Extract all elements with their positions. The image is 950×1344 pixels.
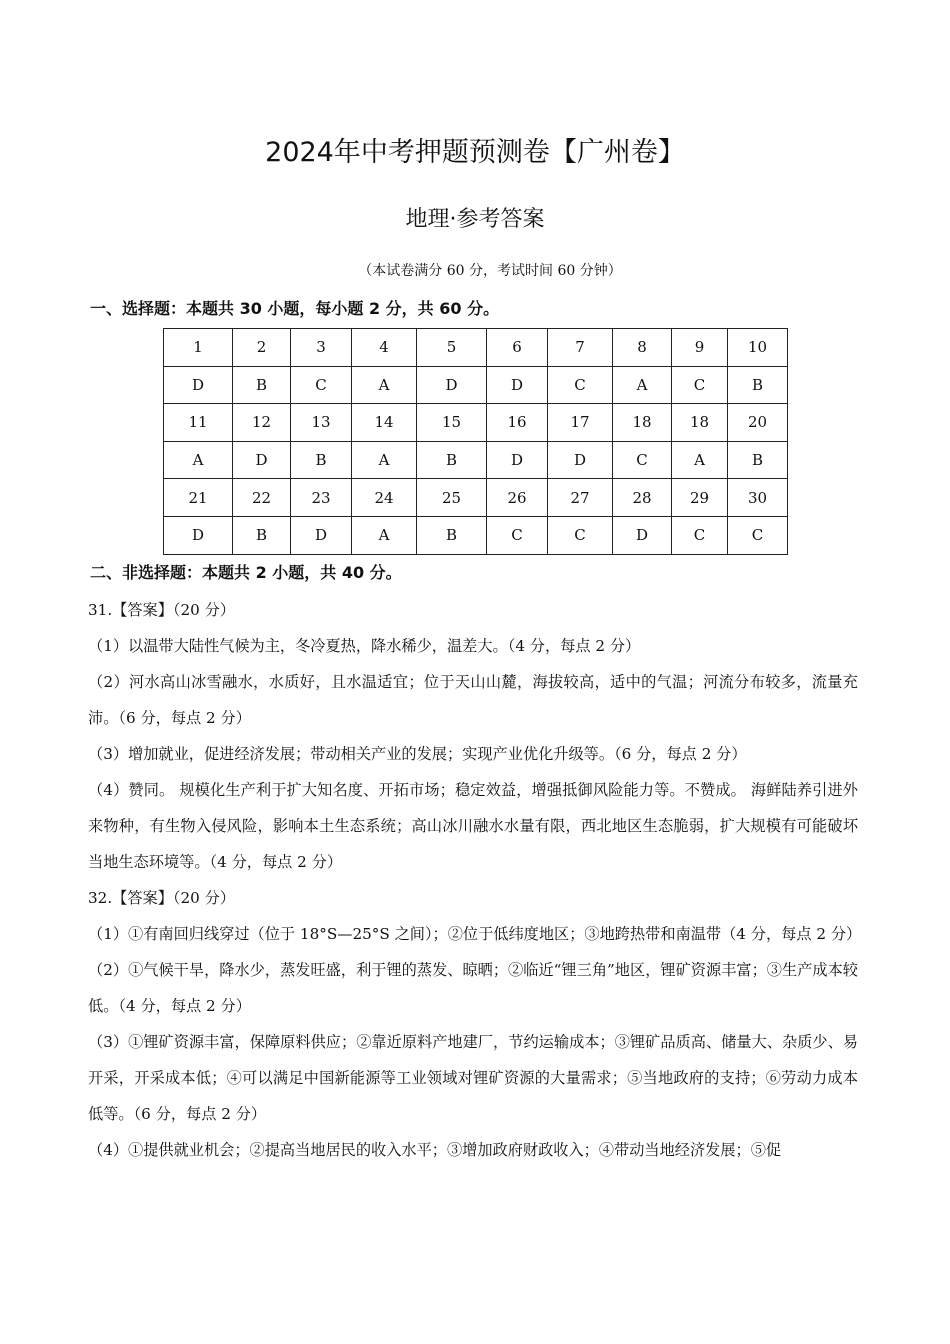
question-number-cell: 10 xyxy=(728,329,788,367)
answer-cell: D xyxy=(487,366,548,404)
q31-heading: 31.【答案】（20 分） xyxy=(88,601,236,619)
answer-cell: A xyxy=(352,441,417,479)
question-number-cell: 30 xyxy=(728,479,788,517)
answer-cell: A xyxy=(164,441,233,479)
answer-cell: D xyxy=(417,366,487,404)
question-number-cell: 25 xyxy=(417,479,487,517)
question-number-cell: 18 xyxy=(613,404,672,442)
answer-table-row xyxy=(164,441,788,479)
section-2-heading: 二、非选择题：本题共 2 小题，共 40 分。 xyxy=(90,563,402,582)
answer-cell: C xyxy=(728,516,788,554)
answer-table-row xyxy=(164,404,788,442)
q32-part-2: （2）①气候干旱，降水少，蒸发旺盛，利于锂的蒸发、晾晒；②临近“锂三角”地区，锂矿资源丰富；③生产成本较低。（4 分，每点 2 分） xyxy=(88,961,858,1015)
q31-part-4: （4）赞同。 规模化生产利于扩大知名度、开拓市场；稳定效益，增强抵御风险能力等。不赞成。 海鲜陆养引进外来物种，有生物入侵风险，影响本土生态系统；高山冰川融水水量有限，西北地区生态脆弱，扩大规模有可能破坏当地生态环境等。（4 分，每点 2 分） xyxy=(88,781,858,871)
question-number-cell: 8 xyxy=(613,329,672,367)
exam-note: （本试卷满分 60 分，考试时间 60 分钟） xyxy=(358,263,622,279)
question-number-cell: 18 xyxy=(672,404,728,442)
question-number-cell: 15 xyxy=(417,404,487,442)
answer-cell: D xyxy=(613,516,672,554)
q32-heading: 32.【答案】（20 分） xyxy=(88,889,236,907)
question-number-cell: 23 xyxy=(291,479,352,517)
answer-table-row xyxy=(164,366,788,404)
q31-part-2: （2）河水高山冰雪融水，水质好，且水温适宜；位于天山山麓，海拔较高，适中的气温；河流分布较多，流量充沛。（6 分，每点 2 分） xyxy=(88,673,858,727)
answer-table xyxy=(163,328,788,555)
answer-cell: A xyxy=(672,441,728,479)
answer-table-row xyxy=(164,516,788,554)
question-number-cell: 12 xyxy=(233,404,291,442)
q32-part-3: （3）①锂矿资源丰富，保障原料供应；②靠近原料产地建厂，节约运输成本；③锂矿品质高、储量大、杂质少、易开采，开采成本低；④可以满足中国新能源等工业领域对锂矿资源的大量需求；⑤当地政府的支持；⑥劳动力成本低等。（6 分，每点 2 分） xyxy=(88,1033,858,1123)
answer-cell: D xyxy=(487,441,548,479)
answers-text xyxy=(88,592,862,1168)
answer-cell: B xyxy=(417,516,487,554)
answer-cell: D xyxy=(164,366,233,404)
answer-table-row xyxy=(164,479,788,517)
answer-cell: A xyxy=(613,366,672,404)
answer-cell: C xyxy=(291,366,352,404)
question-number-cell: 24 xyxy=(352,479,417,517)
question-number-cell: 28 xyxy=(613,479,672,517)
question-number-cell: 9 xyxy=(672,329,728,367)
answer-cell: D xyxy=(291,516,352,554)
question-number-cell: 27 xyxy=(548,479,613,517)
answer-cell: B xyxy=(728,441,788,479)
question-number-cell: 4 xyxy=(352,329,417,367)
question-number-cell: 6 xyxy=(487,329,548,367)
q32-part-1: （1）①有南回归线穿过（位于 18°S—25°S 之间）；②位于低纬度地区；③地跨热带和南温带（4 分，每点 2 分） xyxy=(88,925,862,943)
section-1-heading: 一、选择题：本题共 30 小题，每小题 2 分，共 60 分。 xyxy=(90,299,500,318)
question-number-cell: 20 xyxy=(728,404,788,442)
answer-cell: D xyxy=(164,516,233,554)
question-number-cell: 1 xyxy=(164,329,233,367)
question-number-cell: 5 xyxy=(417,329,487,367)
answer-cell: B xyxy=(417,441,487,479)
question-number-cell: 29 xyxy=(672,479,728,517)
answer-cell: C xyxy=(613,441,672,479)
page-subtitle: 地理·参考答案 xyxy=(405,207,545,232)
answer-cell: B xyxy=(291,441,352,479)
answer-cell: B xyxy=(233,366,291,404)
answer-cell: C xyxy=(672,516,728,554)
answer-table-row xyxy=(164,329,788,367)
question-number-cell: 17 xyxy=(548,404,613,442)
question-number-cell: 21 xyxy=(164,479,233,517)
question-number-cell: 11 xyxy=(164,404,233,442)
question-number-cell: 13 xyxy=(291,404,352,442)
answer-cell: A xyxy=(352,366,417,404)
answer-cell: C xyxy=(548,516,613,554)
page-title: 2024年中考押题预测卷【广州卷】 xyxy=(265,137,685,168)
answer-cell: C xyxy=(548,366,613,404)
question-number-cell: 7 xyxy=(548,329,613,367)
question-number-cell: 16 xyxy=(487,404,548,442)
answer-cell: A xyxy=(352,516,417,554)
q31-part-3: （3）增加就业，促进经济发展；带动相关产业的发展；实现产业优化升级等。（6 分，每点 2 分） xyxy=(88,745,747,763)
q32-part-4: （4）①提供就业机会；②提高当地居民的收入水平；③增加政府财政收入；④带动当地经济发展；⑤促 xyxy=(88,1141,782,1159)
question-number-cell: 2 xyxy=(233,329,291,367)
answer-cell: D xyxy=(233,441,291,479)
q31-part-1: （1）以温带大陆性气候为主，冬冷夏热，降水稀少，温差大。（4 分，每点 2 分） xyxy=(88,637,641,655)
question-number-cell: 22 xyxy=(233,479,291,517)
answer-cell: C xyxy=(672,366,728,404)
answer-cell: B xyxy=(233,516,291,554)
question-number-cell: 14 xyxy=(352,404,417,442)
question-number-cell: 3 xyxy=(291,329,352,367)
answer-cell: D xyxy=(548,441,613,479)
answer-cell: C xyxy=(487,516,548,554)
answer-cell: B xyxy=(728,366,788,404)
question-number-cell: 26 xyxy=(487,479,548,517)
